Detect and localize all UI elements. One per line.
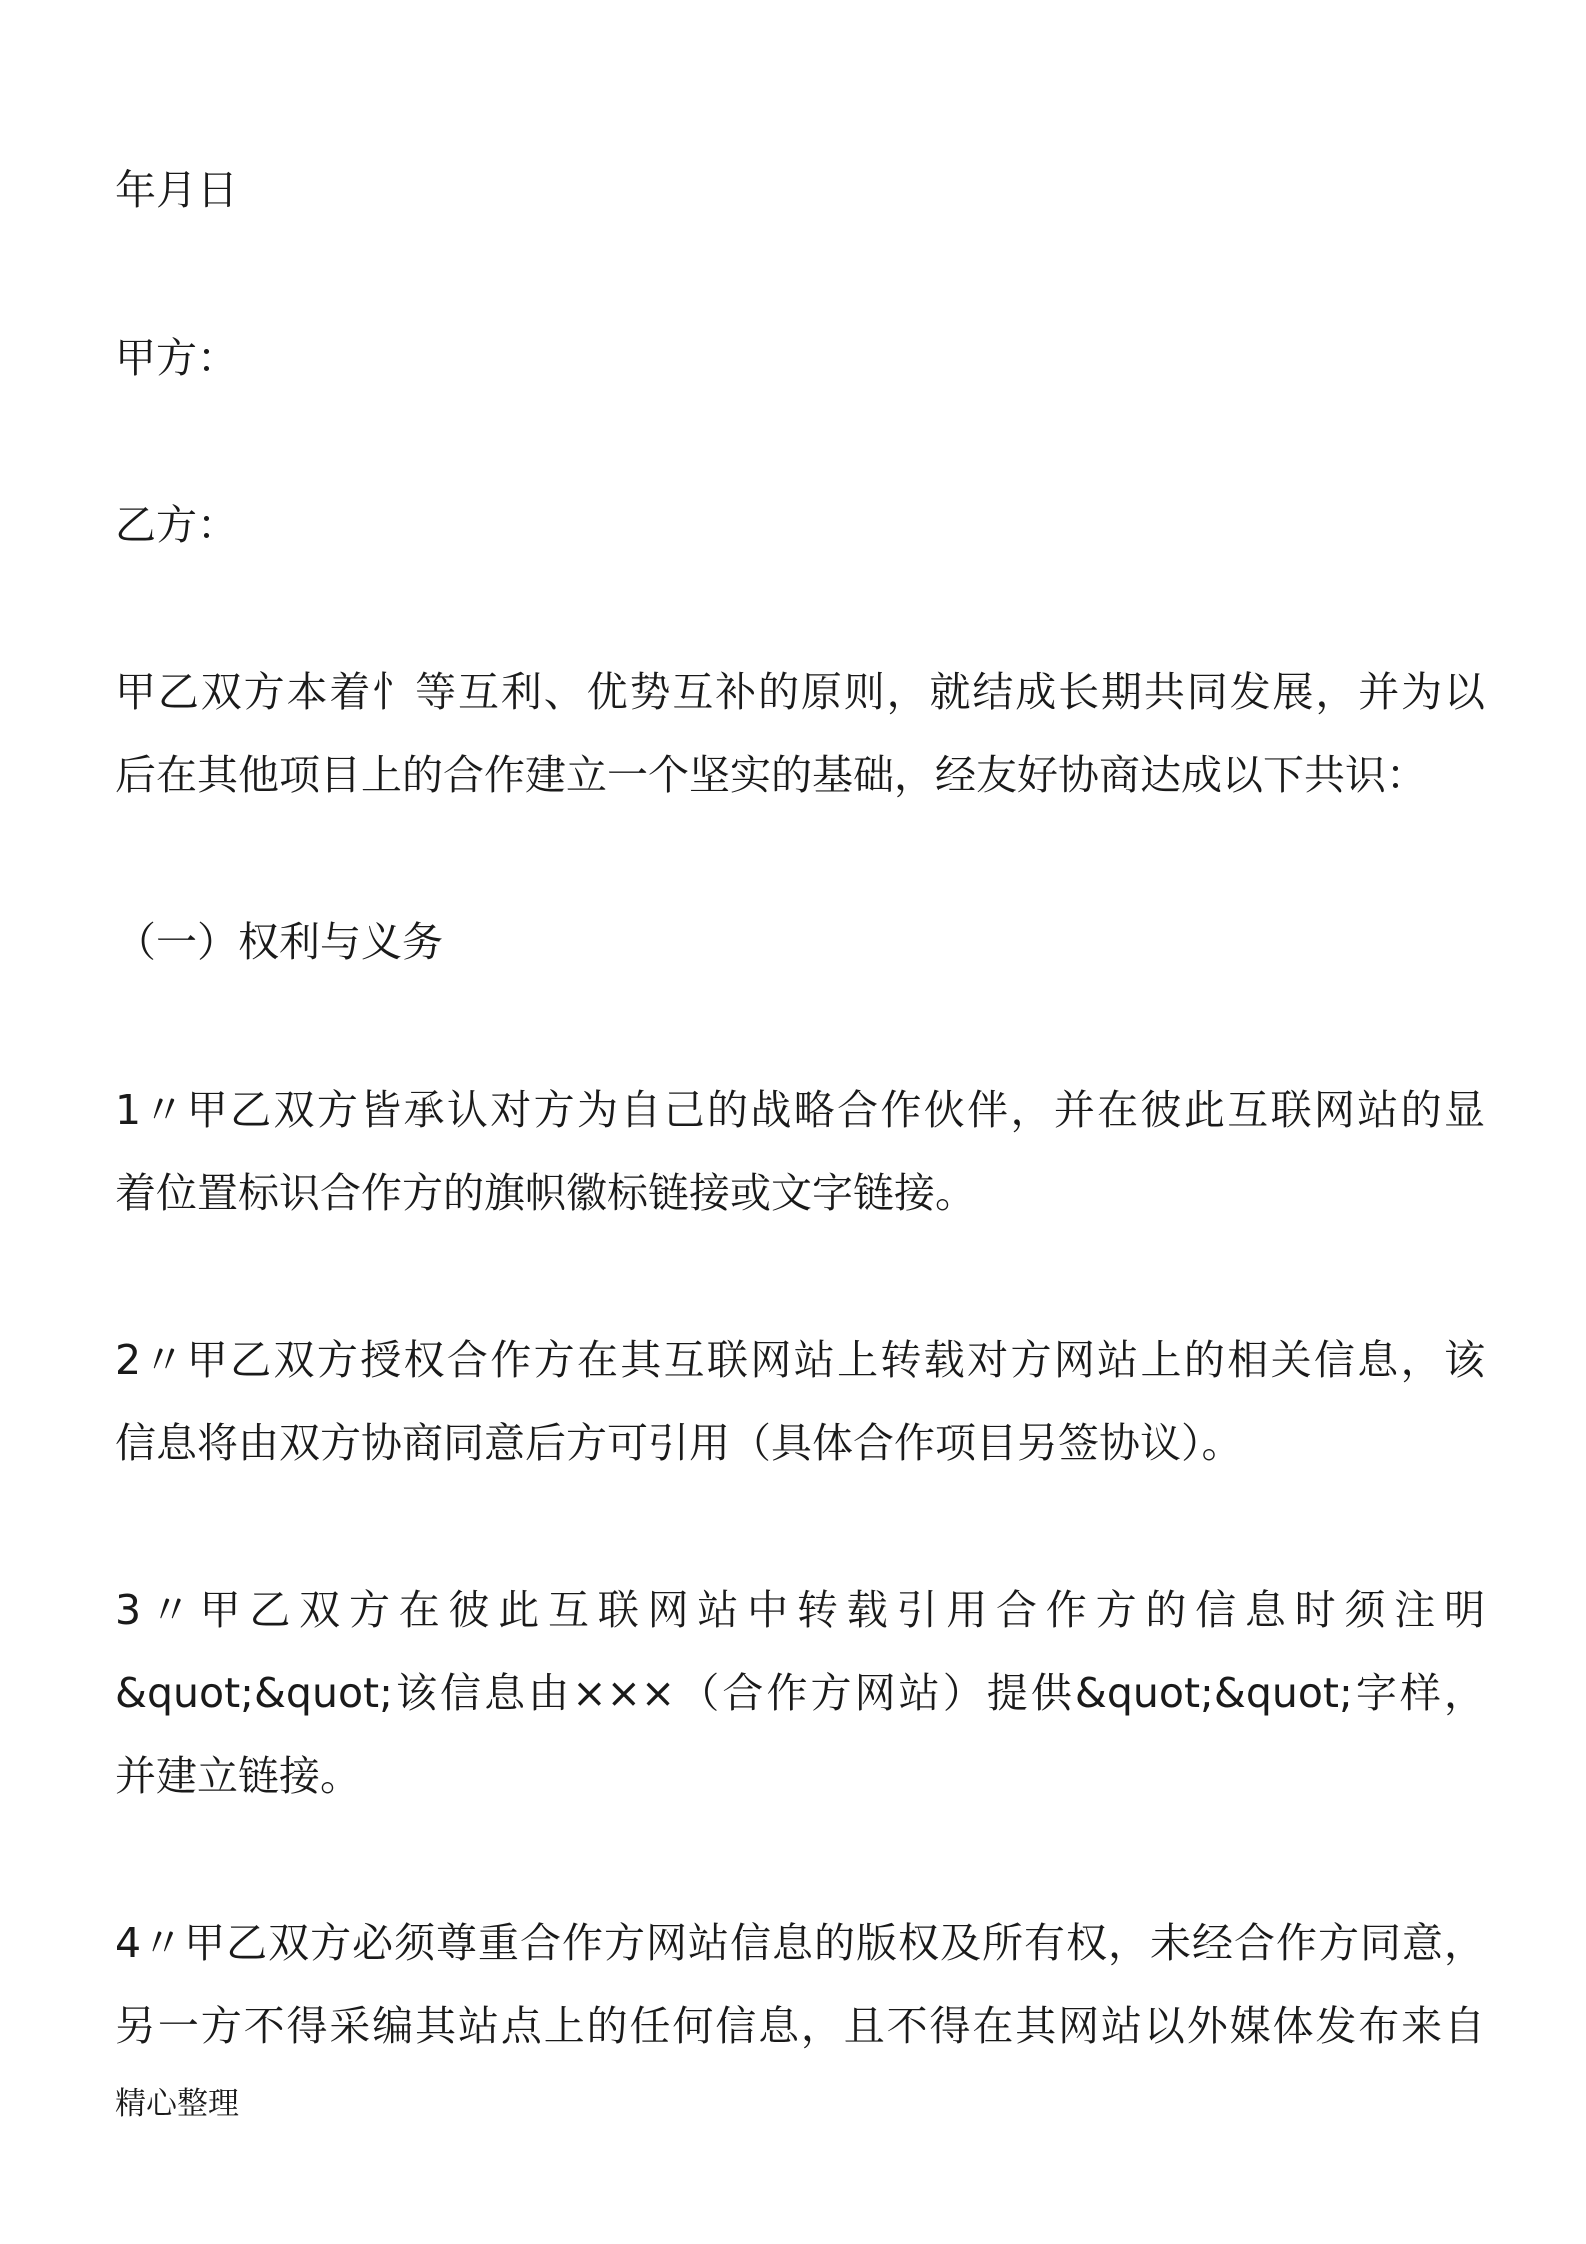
party-b-label: 乙方： bbox=[115, 501, 238, 549]
clause-3-line-1: 3〃甲乙双方在彼此互联网站中转载引用合作方的信息时须注明 bbox=[115, 1586, 1485, 1634]
date-line: 年月日 bbox=[115, 166, 238, 214]
intro-line-1: 甲乙双方本着忄等互利、优势互补的原则，就结成长期共同发展，并为以 bbox=[115, 668, 1485, 716]
clause-2-line-1: 2〃甲乙双方授权合作方在其互联网站上转载对方网站上的相关信息，该 bbox=[115, 1336, 1485, 1384]
clause-1-line-2: 着位置标识合作方的旗帜徽标链接或文字链接。 bbox=[115, 1169, 976, 1217]
clause-3-line-3: 并建立链接。 bbox=[115, 1752, 361, 1800]
intro-line-2: 后在其他项目上的合作建立一个坚实的基础，经友好协商达成以下共识： bbox=[115, 751, 1427, 799]
clause-1-line-1: 1〃甲乙双方皆承认对方为自己的战略合作伙伴，并在彼此互联网站的显 bbox=[115, 1086, 1485, 1134]
clause-2-line-2: 信息将由双方协商同意后方可引用（具体合作项目另签协议）。 bbox=[115, 1419, 1243, 1467]
section-heading: （一）权利与义务 bbox=[115, 918, 443, 966]
clause-4-line-2: 另一方不得采编其站点上的任何信息，且不得在其网站以外媒体发布来自 bbox=[115, 2002, 1485, 2050]
party-a-label: 甲方： bbox=[115, 334, 238, 382]
page-footer: 精心整理 bbox=[115, 2086, 239, 2122]
clause-4-line-1: 4〃甲乙双方必须尊重合作方网站信息的版权及所有权，未经合作方同意， bbox=[115, 1919, 1485, 1967]
clause-3-line-2: &quot;&quot;该信息由×××（合作方网站）提供&quot;&quot;字样， bbox=[115, 1669, 1485, 1717]
